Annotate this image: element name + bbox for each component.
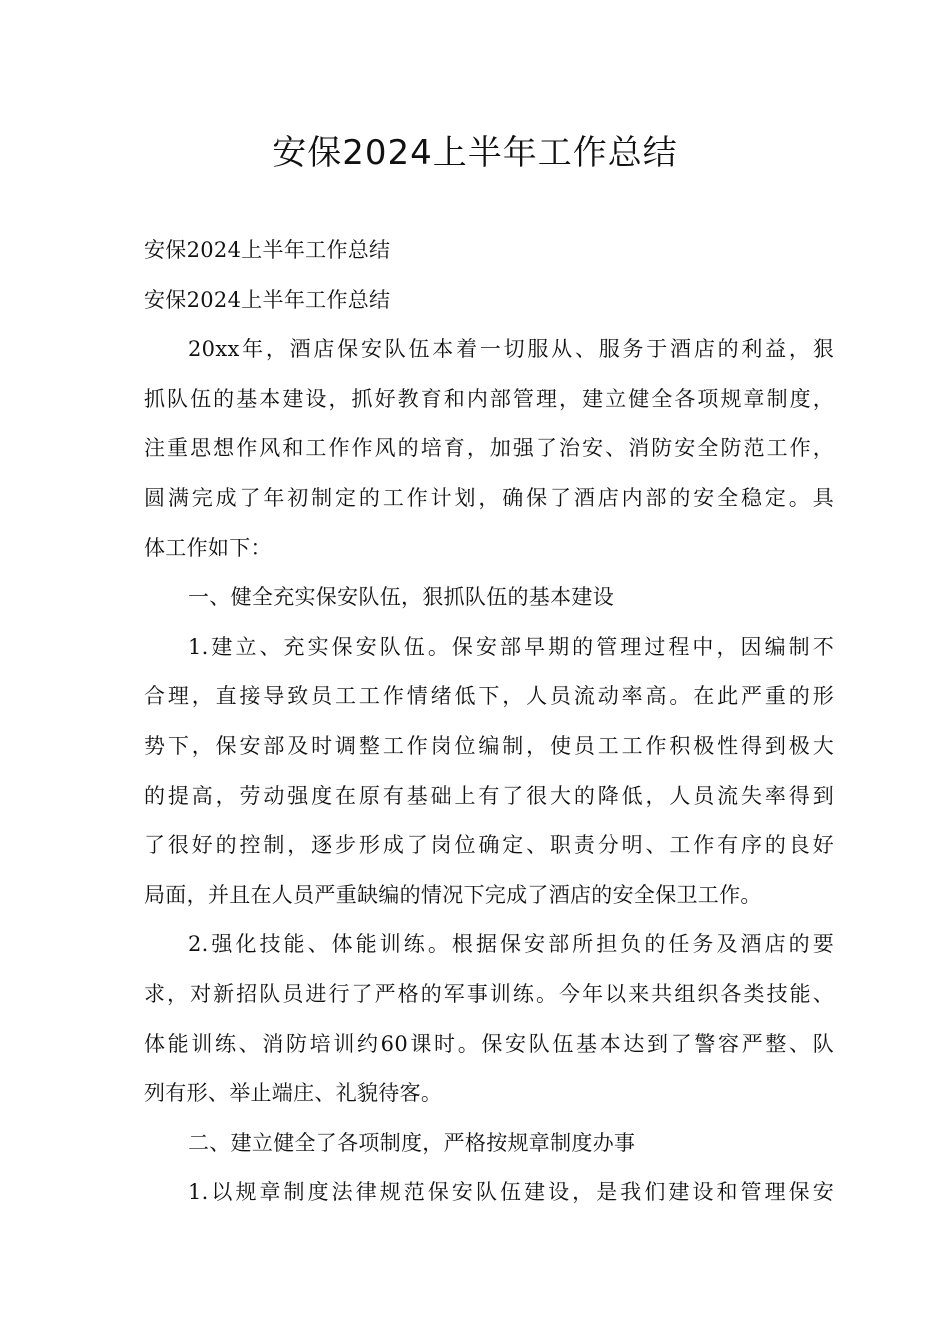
paragraph-line: 圆满完成了年初制定的工作计划，确保了酒店内部的安全稳定。具 [144,485,834,510]
paragraph-line: 注重思想作风和工作作风的培育，加强了治安、消防安全防范工作， [144,436,834,461]
document-title: 安保2024上半年工作总结 [272,133,678,173]
paragraph-line: 抓队伍的基本建设，抓好教育和内部管理，建立健全各项规章制度， [144,386,834,411]
paragraph-line: 体能训练、消防培训约60课时。保安队伍基本达到了警容严整、队 [144,1031,834,1056]
paragraph-line: 的提高，劳动强度在原有基础上有了很大的降低，人员流失率得到 [144,783,834,808]
subtitle-line: 安保2024上半年工作总结 [144,287,391,312]
paragraph-line: 了很好的控制，逐步形成了岗位确定、职责分明、工作有序的良好 [144,833,834,858]
paragraph-line: 列有形、举止端庄、礼貌待客。 [144,1081,443,1106]
paragraph-line: 合理，直接导致员工工作情绪低下，人员流动率高。在此严重的形 [144,684,834,709]
subtitle-line: 安保2024上半年工作总结 [144,238,391,262]
section-heading: 二、建立健全了各项制度，严格按规章制度办事 [188,1130,636,1155]
section-heading: 一、健全充实保安队伍，狠抓队伍的基本建设 [188,585,614,610]
paragraph-line: 求，对新招队员进行了严格的军事训练。今年以来共组织各类技能、 [144,981,834,1006]
paragraph-line: 1.以规章制度法律规范保安队伍建设，是我们建设和管理保安 [188,1180,834,1205]
paragraph-line: 局面，并且在人员严重缺编的情况下完成了酒店的安全保卫工作。 [144,882,762,907]
document-body [144,226,834,1218]
paragraph-line: 体工作如下： [144,535,272,560]
paragraph-line: 势下，保安部及时调整工作岗位编制，使员工工作积极性得到极大 [144,733,834,758]
paragraph-line: 20xx年，酒店保安队伍本着一切服从、服务于酒店的利益，狠 [188,337,834,362]
paragraph-line: 2.强化技能、体能训练。根据保安部所担负的任务及酒店的要 [188,932,834,957]
paragraph-line: 1.建立、充实保安队伍。保安部早期的管理过程中，因编制不 [188,634,834,659]
